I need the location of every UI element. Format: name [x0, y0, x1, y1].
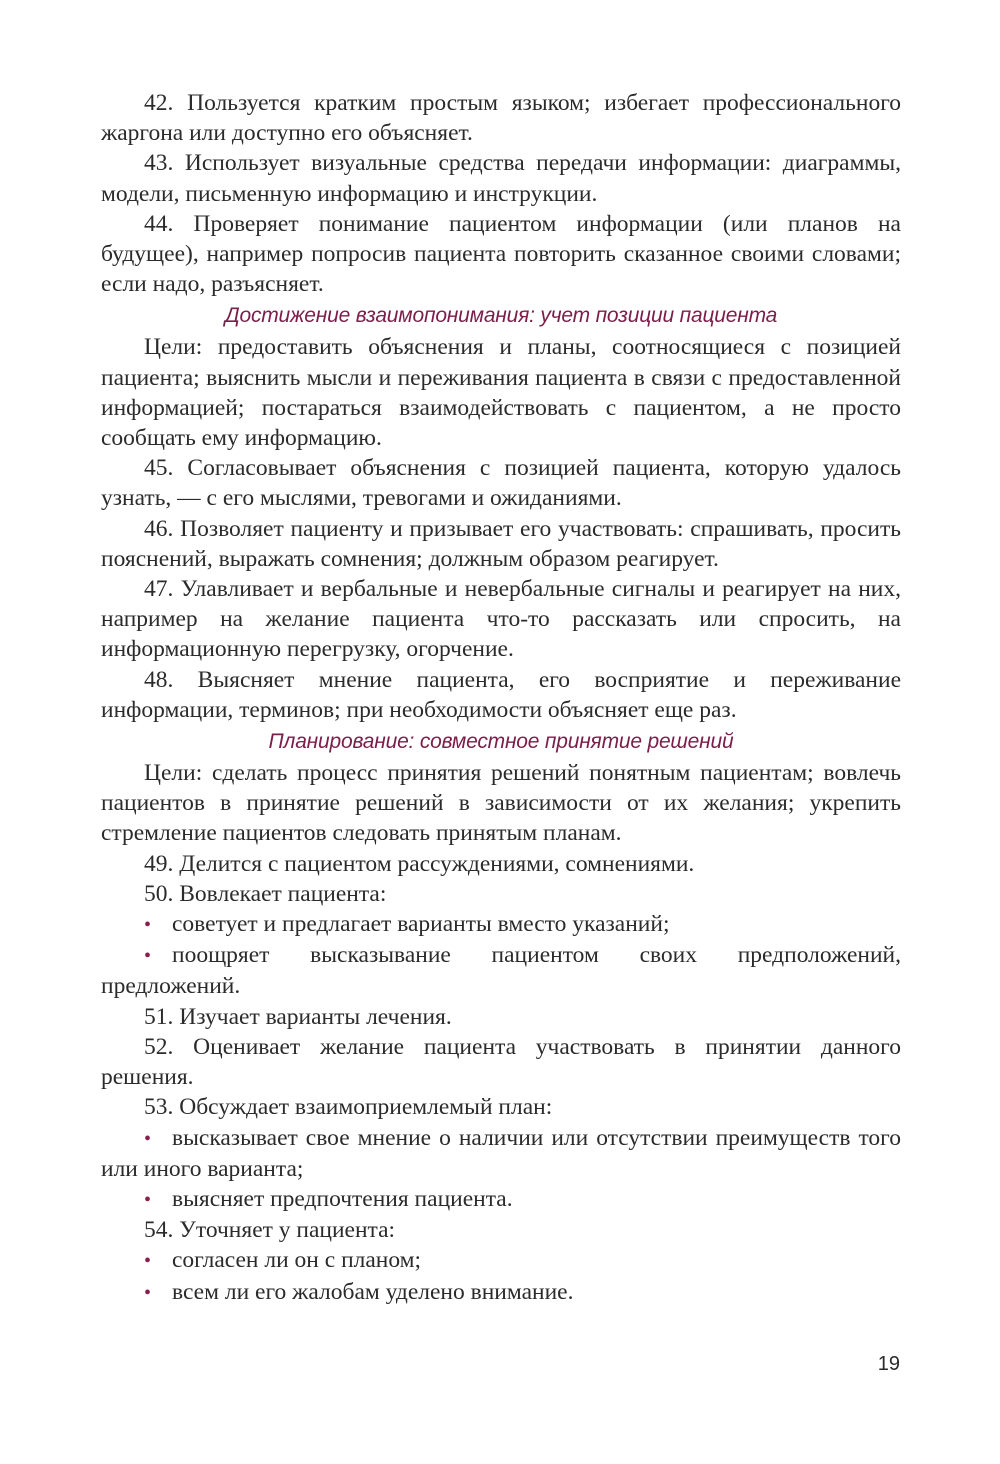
- bullet-54-2: [101, 1277, 901, 1308]
- item-45: 45. Согласовывает объяснения с позицией пациента, которую удалось узнать, — с его мыслями, тревогами и ожиданиями.: [101, 455, 901, 512]
- item-52: 52. Оценивает желание пациента участвовать в принятии данного решения.: [101, 1033, 901, 1091]
- item-53: 53. Обсуждает взаимоприемлемый план:: [144, 1094, 553, 1121]
- bullet-50-1: [101, 909, 901, 940]
- item-54: 54. Уточняет у пациента:: [144, 1217, 396, 1244]
- bullet-text: поощряет высказывание пациентом своих предположений, предложений.: [101, 942, 901, 1000]
- bullet-53-1: [101, 1123, 901, 1184]
- section1-goals: Цели: предоставить объяснения и планы, соотносящиеся с позицией пациента; выяснить мысли и переживания пациента в связи с предоставленной информацией; постараться взаимодействовать с пациентом, а не просто сообщать ему информацию.: [101, 334, 901, 452]
- section-heading-planning: Планирование: совместное принятие решений: [268, 730, 734, 754]
- bullet-icon: •: [144, 1250, 152, 1273]
- section2-goals: Цели: сделать процесс принятия решений понятным пациентам; вовлечь пациентов в принятие решений в зависимости от их желания; укрепить стремление пациентов следовать принятым планам.: [101, 760, 901, 847]
- bullet-text: выясняет предпочтения пациента.: [172, 1185, 513, 1212]
- bullet-icon: •: [144, 914, 152, 937]
- page-number: 19: [877, 1353, 900, 1375]
- bullet-53-2: [101, 1184, 901, 1215]
- bullet-icon: •: [144, 1127, 152, 1150]
- bullet-icon: •: [144, 945, 152, 968]
- bullet-text: советует и предлагает варианты вместо указаний;: [172, 911, 670, 938]
- item-46: 46. Позволяет пациенту и призывает его участвовать: спрашивать, просить пояснений, выражать сомнения; должным образом реагирует.: [101, 515, 901, 572]
- item-51: 51. Изучает варианты лечения.: [144, 1003, 452, 1030]
- bullet-text: согласен ли он с планом;: [172, 1247, 422, 1274]
- bullet-icon: •: [144, 1281, 152, 1304]
- bullet-text: всем ли его жалобам уделено внимание.: [172, 1278, 574, 1305]
- item-47: 47. Улавливает и вербальные и невербальные сигналы и реагирует на них, например на желание пациента что-то рассказать или спросить, на информационную перегрузку, огорчение.: [101, 576, 901, 663]
- item-50: 50. Вовлекает пациента:: [144, 880, 387, 907]
- item-44: 44. Проверяет понимание пациентом информации (или планов на будущее), например попросив пациента повторить сказанное своими словами; если надо, разъясняет.: [101, 210, 901, 298]
- item-43: 43. Использует визуальные средства передачи информации: диаграммы, модели, письменную информацию и инструкции.: [101, 150, 901, 207]
- bullet-50-2: [101, 940, 901, 1001]
- bullet-icon: •: [144, 1188, 152, 1211]
- bullet-54-1: [101, 1245, 901, 1276]
- item-42: 42. Пользуется кратким простым языком; избегает профессионального жаргона или доступно его объясняет.: [101, 90, 901, 147]
- item-49: 49. Делится с пациентом рассуждениями, сомнениями.: [144, 850, 695, 877]
- section-heading-mutual-understanding: Достижение взаимопонимания: учет позиции пациента: [224, 304, 778, 328]
- page-body: [101, 88, 901, 1308]
- bullet-text: высказывает свое мнение о наличии или отсутствии преимуществ того или иного варианта;: [101, 1124, 901, 1182]
- item-48: 48. Выясняет мнение пациента, его восприятие и переживание информации, терминов; при необходимости объясняет еще раз.: [101, 666, 901, 723]
